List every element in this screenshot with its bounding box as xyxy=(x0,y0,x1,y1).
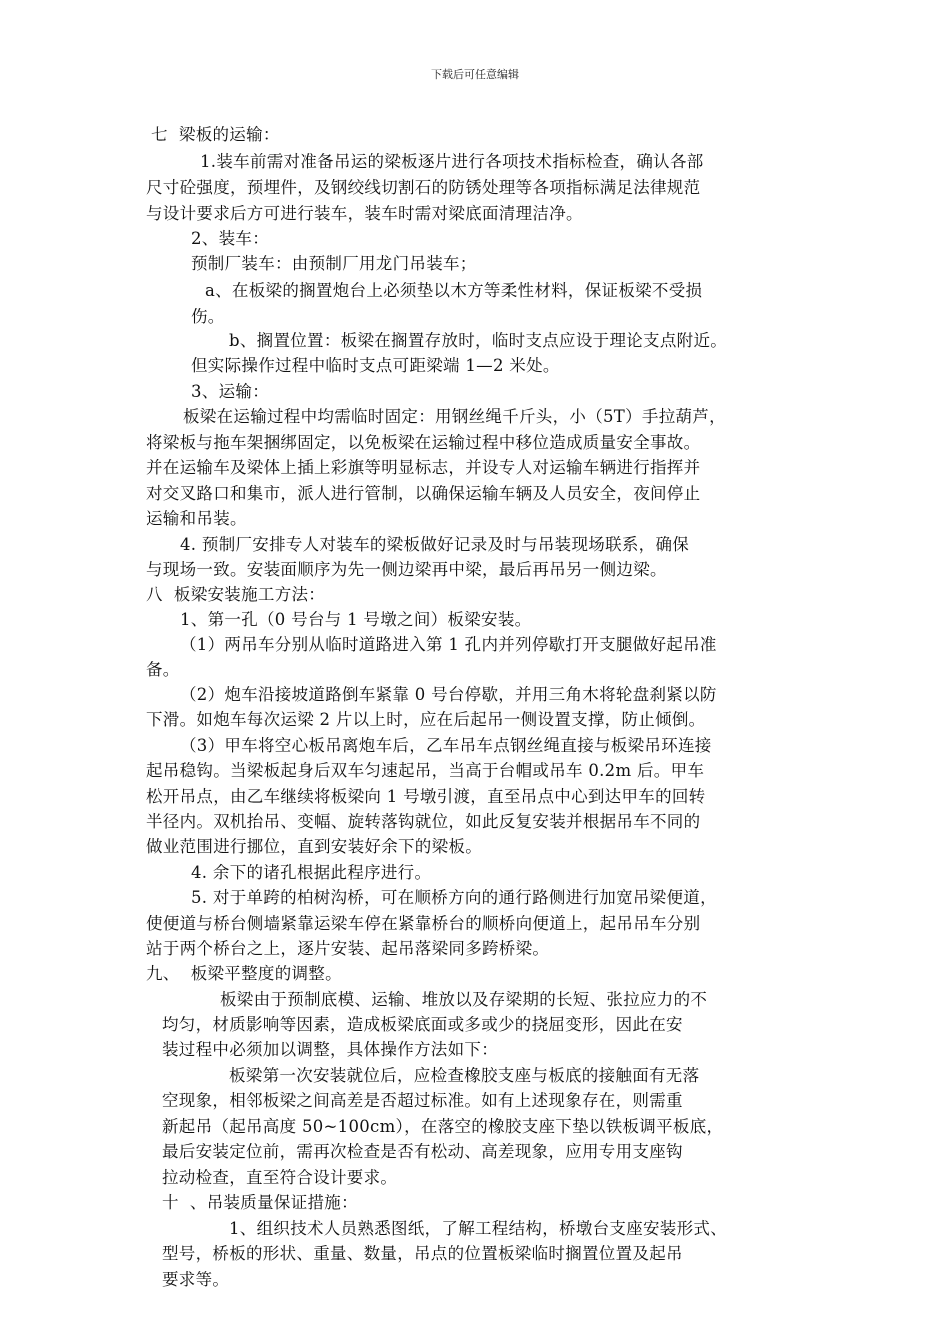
text-line: 起吊稳钩。当梁板起身后双车匀速起吊，当高于台帽或吊车 0.2m 后。甲车 xyxy=(146,761,705,780)
text-line: 使便道与桥台侧墙紧靠运梁车停在紧靠桥台的顺桥向便道上，起吊吊车分别 xyxy=(146,914,701,933)
text-line: （2）炮车沿接坡道路倒车紧靠 0 号台停歇，并用三角木将轮盘刹紧以防 xyxy=(180,685,717,704)
text-line: 1、第一孔（0 号台与 1 号墩之间）板梁安装。 xyxy=(180,610,532,629)
text-line: 八 板梁安装施工方法： xyxy=(146,585,326,604)
text-line: 下滑。如炮车每次运梁 2 片以上时，应在后起吊一侧设置支撑，防止倾倒。 xyxy=(146,710,706,729)
text-line: 均匀，材质影响等因素，造成板梁底面或多或少的挠屈变形，因此在安 xyxy=(162,1015,683,1034)
text-line: 5. 对于单跨的柏树沟桥，可在顺桥方向的通行路侧进行加宽吊梁便道， xyxy=(191,888,717,907)
text-line: 九、 板梁平整度的调整。 xyxy=(146,964,342,983)
text-line: 2、装车： xyxy=(191,229,269,248)
text-line: 1、组织技术人员熟悉图纸，了解工程结构，桥墩台支座安装形式、 xyxy=(229,1219,727,1238)
text-line: 尺寸砼强度，预埋件，及钢绞线切割石的防锈处理等各项指标满足法律规范 xyxy=(146,178,701,197)
text-line: 与设计要求后方可进行装车，装车时需对梁底面清理洁净。 xyxy=(146,204,583,223)
text-line: b、搁置位置：板梁在搁置存放时，临时支点应设于理论支点附近。 xyxy=(229,331,728,350)
text-line: 最后安装定位前，需再次检查是否有松动、高差现象，应用专用支座钩 xyxy=(162,1142,683,1161)
text-line: 做业范围进行挪位，直到安装好余下的梁板。 xyxy=(146,837,482,856)
text-line: 板梁第一次安装就位后，应检查橡胶支座与板底的接触面有无落 xyxy=(229,1066,700,1085)
text-line: 预制厂装车：由预制厂用龙门吊装车； xyxy=(191,254,477,273)
text-line: 伤。 xyxy=(191,307,225,326)
text-line: 将梁板与拖车架捆绑固定，以免板梁在运输过程中移位造成质量安全事故。 xyxy=(146,433,701,452)
text-line: 4. 余下的诸孔根据此程序进行。 xyxy=(191,863,432,882)
text-line: 七 梁板的运输： xyxy=(151,125,280,144)
text-line: 板梁在运输过程中均需临时固定：用钢丝绳千斤头，小（5T）手拉葫芦， xyxy=(183,407,726,426)
text-line: 拉动检查，直至符合设计要求。 xyxy=(162,1168,398,1187)
text-line: 站于两个桥台之上，逐片安装、起吊落梁同多跨桥梁。 xyxy=(146,939,550,958)
text-line: （1）两吊车分别从临时道路进入第 1 孔内并列停歇打开支腿做好起吊准 xyxy=(180,635,717,654)
text-line: 并在运输车及梁体上插上彩旗等明显标志，并设专人对运输车辆进行指挥并 xyxy=(146,458,701,477)
text-line: 松开吊点，由乙车继续将板梁向 1 号墩引渡，直至吊点中心到达甲车的回转 xyxy=(146,787,706,806)
text-line: 与现场一致。安装面顺序为先一侧边梁再中梁，最后再吊另一侧边梁。 xyxy=(146,560,667,579)
text-line: （3）甲车将空心板吊离炮车后，乙车吊车点钢丝绳直接与板梁吊环连接 xyxy=(180,736,712,755)
text-line: 型号，桥板的形状、重量、数量，吊点的位置板梁临时搁置位置及起吊 xyxy=(162,1244,683,1263)
text-line: a、在板梁的搁置炮台上必须垫以木方等柔性材料，保证板梁不受损 xyxy=(205,281,703,300)
text-line: 新起吊（起吊高度 50~100cm），在落空的橡胶支座下垫以铁板调平板底， xyxy=(162,1117,724,1136)
text-line: 要求等。 xyxy=(162,1270,230,1289)
text-line: 装过程中必须加以调整，具体操作方法如下： xyxy=(162,1040,498,1059)
page-header-note: 下载后可任意编辑 xyxy=(431,68,519,81)
text-line: 1.装车前需对准备吊运的梁板逐片进行各项技术指标检查，确认各部 xyxy=(200,152,704,171)
text-line: 3、运输： xyxy=(191,382,269,401)
text-line: 板梁由于预制底模、运输、堆放以及存梁期的长短、张拉应力的不 xyxy=(220,990,708,1009)
text-line: 运输和吊装。 xyxy=(146,509,247,528)
text-line: 对交叉路口和集市，派人进行管制，以确保运输车辆及人员安全，夜间停止 xyxy=(146,484,701,503)
text-line: 备。 xyxy=(146,660,180,679)
text-line: 4. 预制厂安排专人对装车的梁板做好记录及时与吊装现场联系，确保 xyxy=(180,535,690,554)
text-line: 半径内。双机抬吊、变幅、旋转落钩就位，如此反复安装并根据吊车不同的 xyxy=(146,812,701,831)
text-line: 空现象，相邻板梁之间高差是否超过标准。如有上述现象存在，则需重 xyxy=(162,1091,683,1110)
text-line: 但实际操作过程中临时支点可距梁端 1—2 米处。 xyxy=(191,356,560,375)
text-line: 十 、吊装质量保证措施： xyxy=(162,1193,358,1212)
